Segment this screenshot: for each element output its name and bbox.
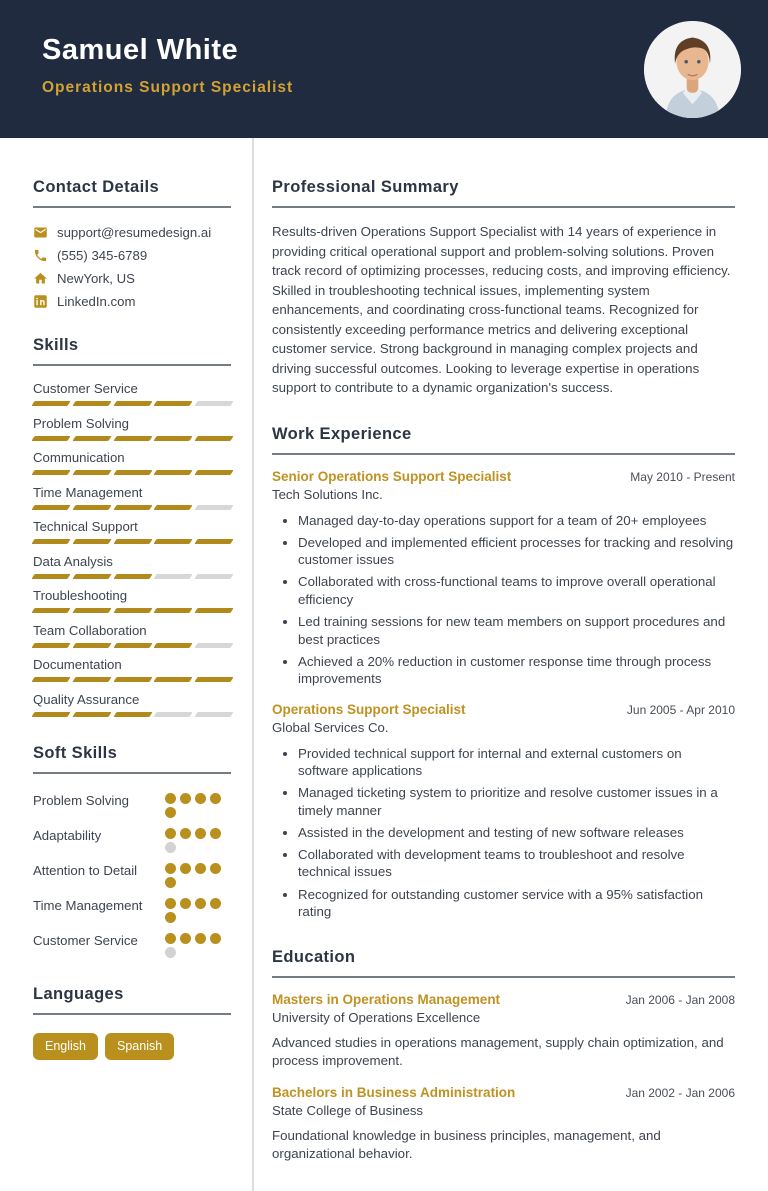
soft-skill-label: Customer Service [33, 932, 138, 948]
skill-segment-empty [195, 505, 234, 510]
skill-segment-filled [72, 574, 111, 579]
content-columns [0, 138, 768, 1191]
soft-skill-rating [165, 825, 225, 853]
rating-dot-filled [180, 898, 191, 909]
languages-section [33, 985, 231, 1060]
skill-segment-filled [72, 505, 111, 510]
person-job-title: Operations Support Specialist [42, 79, 294, 96]
skill-segment-filled [195, 470, 234, 475]
rating-dot-filled [195, 793, 206, 804]
rating-dot-filled [180, 933, 191, 944]
soft-skills-section [33, 744, 231, 958]
skill-label: Team Collaboration [33, 622, 147, 638]
skill-segment-filled [72, 608, 111, 613]
skill-segment-filled [154, 401, 193, 406]
job-bullet: • Managed ticketing system to prioritize and resolve customer issues in a timely manner [298, 784, 735, 819]
skill-segment-filled [113, 436, 152, 441]
job-entry [272, 469, 735, 688]
skill-segment-filled [72, 401, 111, 406]
contact-section-title: Contact Details [33, 178, 160, 196]
soft-skill-item [33, 790, 231, 818]
person-name: Samuel White [42, 34, 239, 66]
resume-header [0, 0, 768, 138]
avatar-illustration [644, 21, 741, 118]
rating-dot-filled [195, 898, 206, 909]
skill-segment-filled [72, 712, 111, 717]
contact-item[interactable] [33, 248, 231, 263]
skill-segment-filled [31, 712, 70, 717]
skill-segment-filled [72, 643, 111, 648]
skill-segment-empty [195, 401, 234, 406]
job-dates: Jun 2005 - Apr 2010 [626, 702, 735, 717]
job-bullet: • Managed day-to-day operations support for a team of 20+ employees [298, 512, 735, 530]
skill-segment-filled [31, 539, 70, 544]
skill-segment-filled [113, 470, 152, 475]
skill-level-bar [33, 436, 232, 441]
job-bullet-list [298, 512, 735, 688]
education-degree: Masters in Operations Management [272, 991, 501, 1007]
education-dates: Jan 2006 - Jan 2008 [625, 992, 735, 1007]
skill-segment-filled [113, 677, 152, 682]
job-bullet: • Collaborated with cross-functional teams to improve overall operational efficiency [298, 573, 735, 608]
skill-segment-filled [154, 643, 193, 648]
skill-segment-filled [195, 539, 234, 544]
language-badge: Spanish [105, 1033, 174, 1060]
skill-segment-filled [154, 677, 193, 682]
section-divider [272, 976, 735, 978]
summary-section [272, 178, 735, 398]
skill-item [33, 657, 231, 682]
education-entry [272, 1085, 735, 1164]
rating-dot-filled [180, 828, 191, 839]
languages-section-title: Languages [33, 984, 124, 1003]
skill-segment-filled [72, 539, 111, 544]
skill-segment-filled [154, 539, 193, 544]
skill-segment-filled [72, 470, 111, 475]
section-divider [272, 206, 735, 208]
job-company: Global Services Co. [272, 719, 389, 735]
contact-section [33, 178, 231, 309]
skill-label: Technical Support [33, 519, 138, 534]
soft-skills-list [33, 790, 231, 958]
rating-dot-filled [165, 863, 176, 874]
education-section-title: Education [272, 947, 356, 966]
skill-segment-filled [154, 608, 193, 613]
contact-item-text: NewYork, US [57, 271, 135, 286]
linkedin-icon [33, 294, 48, 309]
skill-segment-filled [113, 539, 152, 544]
skills-section [33, 336, 231, 717]
skill-segment-filled [195, 677, 234, 682]
soft-skill-rating [165, 790, 225, 818]
rating-dot-filled [165, 793, 176, 804]
experience-section [272, 425, 735, 921]
skill-segment-filled [72, 677, 111, 682]
rating-dot-filled [165, 898, 176, 909]
education-header [272, 992, 735, 1007]
contact-list [33, 225, 231, 309]
job-role-title: Senior Operations Support Specialist [272, 468, 512, 484]
contact-item[interactable] [33, 271, 231, 286]
skill-segment-filled [113, 608, 152, 613]
skill-segment-filled [113, 712, 152, 717]
skill-segment-filled [113, 505, 152, 510]
rating-dot-filled [210, 828, 221, 839]
education-description: Foundational knowledge in business principles, management, and organizational behavior. [272, 1127, 661, 1162]
education-entry [272, 992, 735, 1071]
profile-photo [644, 21, 741, 118]
skill-label: Communication [33, 450, 125, 465]
skill-segment-filled [31, 574, 70, 579]
skill-segment-filled [31, 401, 70, 406]
contact-item-text: (555) 345-6789 [57, 248, 148, 263]
rating-dot-filled [210, 863, 221, 874]
skill-label: Time Management [33, 484, 143, 500]
soft-skill-label: Attention to Detail [33, 862, 138, 878]
skill-item [33, 450, 231, 475]
job-role-title: Operations Support Specialist [272, 701, 466, 717]
experience-section-title: Work Experience [272, 424, 412, 443]
skill-level-bar [33, 677, 232, 682]
section-divider [272, 453, 735, 455]
job-dates: May 2010 - Present [630, 469, 735, 484]
skill-item [33, 485, 231, 510]
job-header [272, 702, 735, 717]
skill-label: Documentation [33, 657, 122, 672]
home-icon [33, 271, 48, 286]
education-section [272, 948, 735, 1164]
soft-skill-rating [165, 895, 225, 923]
skill-item [33, 588, 231, 613]
email-icon [33, 225, 48, 240]
jobs-list [272, 469, 735, 921]
skill-label: Troubleshooting [33, 588, 128, 603]
soft-skill-item [33, 825, 231, 853]
skill-item [33, 692, 231, 717]
job-bullet-list [298, 745, 735, 921]
education-degree: Bachelors in Business Administration [272, 1084, 516, 1100]
job-bullet: • Recognized for outstanding customer service with a 95% satisfaction rating [298, 886, 735, 921]
soft-skill-label: Time Management [33, 897, 143, 913]
rating-dot-empty [165, 947, 176, 958]
skill-level-bar [33, 643, 232, 648]
section-divider [33, 1013, 231, 1015]
job-bullet: • Assisted in the development and testing of new software releases [298, 824, 735, 842]
skill-segment-filled [113, 574, 152, 579]
skill-segment-filled [31, 677, 70, 682]
skill-segment-filled [31, 643, 70, 648]
job-entry [272, 702, 735, 921]
education-school: University of Operations Excellence [272, 1009, 481, 1025]
contact-item-text: LinkedIn.com [57, 294, 136, 309]
skill-level-bar [33, 539, 232, 544]
soft-skill-item [33, 930, 231, 958]
skill-segment-filled [154, 470, 193, 475]
rating-dot-filled [180, 793, 191, 804]
rating-dot-filled [165, 807, 176, 818]
skill-segment-filled [31, 505, 70, 510]
skill-segment-empty [195, 712, 234, 717]
skill-segment-empty [154, 712, 193, 717]
skill-level-bar [33, 401, 232, 406]
skill-label: Quality Assurance [33, 691, 140, 707]
skill-segment-filled [195, 436, 234, 441]
soft-skill-label: Problem Solving [33, 792, 130, 808]
rating-dot-empty [165, 842, 176, 853]
soft-skill-rating [165, 860, 225, 888]
soft-skill-label: Adaptability [33, 827, 102, 843]
skills-list [33, 381, 231, 717]
summary-section-title: Professional Summary [272, 178, 459, 196]
skill-segment-filled [154, 505, 193, 510]
job-company: Tech Solutions Inc. [272, 486, 383, 502]
skill-level-bar [33, 712, 232, 717]
skills-section-title: Skills [33, 336, 79, 354]
summary-text: Results-driven Operations Support Specialist with 14 years of experience in providing critical operational support and problem-solving solutions. Proven track record of optimizing processes, reducing costs, and improving efficiency. Skilled in troubleshooting technical issues, implementing system enhancements, and coordinating cross-functional teams. Recognized for consistently exceeding performance metrics and delivering exceptional customer service. Strong background in managing complex projects and driving successful outcomes. Looking to leverage expertise in operations support to contribute to a dynamic organization's success. [272, 224, 731, 396]
contact-item[interactable] [33, 225, 231, 240]
job-bullet: • Developed and implemented efficient processes for tracking and resolving customer issues [298, 534, 735, 569]
skill-segment-filled [154, 436, 193, 441]
language-badge: English [33, 1033, 98, 1060]
skill-label: Data Analysis [33, 553, 113, 569]
education-school: State College of Business [272, 1102, 424, 1118]
rating-dot-filled [210, 793, 221, 804]
skill-label: Customer Service [33, 381, 138, 396]
skill-level-bar [33, 470, 232, 475]
rating-dot-filled [165, 912, 176, 923]
skill-level-bar [33, 608, 232, 613]
phone-icon [33, 248, 48, 263]
skill-segment-empty [195, 574, 234, 579]
skill-item [33, 416, 231, 441]
rating-dot-filled [180, 863, 191, 874]
job-bullet: • Provided technical support for internal and external customers on software applications [298, 745, 735, 780]
languages-list [33, 1033, 231, 1060]
rating-dot-filled [195, 828, 206, 839]
soft-skill-item [33, 895, 231, 923]
skill-item [33, 554, 231, 579]
rating-dot-filled [165, 877, 176, 888]
skill-segment-filled [72, 436, 111, 441]
section-divider [33, 364, 231, 366]
skill-segment-empty [195, 643, 234, 648]
rating-dot-filled [195, 863, 206, 874]
rating-dot-filled [165, 933, 176, 944]
skill-item [33, 519, 231, 544]
rating-dot-filled [210, 898, 221, 909]
contact-item[interactable] [33, 294, 231, 309]
skill-item [33, 381, 231, 406]
skill-segment-filled [31, 608, 70, 613]
job-header [272, 469, 735, 484]
rating-dot-filled [195, 933, 206, 944]
skill-item [33, 623, 231, 648]
skill-segment-filled [113, 643, 152, 648]
soft-skill-item [33, 860, 231, 888]
contact-item-text: support@resumedesign.ai [57, 225, 212, 240]
soft-skill-rating [165, 930, 225, 958]
job-bullet: • Collaborated with development teams to troubleshoot and resolve technical issues [298, 846, 735, 881]
section-divider [33, 772, 231, 774]
skill-segment-filled [31, 470, 70, 475]
job-bullet: • Achieved a 20% reduction in customer response time through process improvements [298, 653, 735, 688]
skill-segment-filled [31, 436, 70, 441]
skill-segment-filled [113, 401, 152, 406]
skill-label: Problem Solving [33, 415, 130, 431]
sidebar [0, 138, 254, 1191]
skill-level-bar [33, 574, 232, 579]
rating-dot-filled [210, 933, 221, 944]
main-column [254, 138, 768, 1191]
skill-level-bar [33, 505, 232, 510]
rating-dot-filled [165, 828, 176, 839]
skill-segment-empty [154, 574, 193, 579]
soft-skills-section-title: Soft Skills [33, 743, 118, 762]
section-divider [33, 206, 231, 208]
education-header [272, 1085, 735, 1100]
education-description: Advanced studies in operations management, supply chain optimization, and process improvement. [272, 1034, 724, 1069]
skill-segment-filled [195, 608, 234, 613]
education-dates: Jan 2002 - Jan 2006 [625, 1085, 735, 1100]
job-bullet: • Led training sessions for new team members on support procedures and best practices [298, 613, 735, 648]
